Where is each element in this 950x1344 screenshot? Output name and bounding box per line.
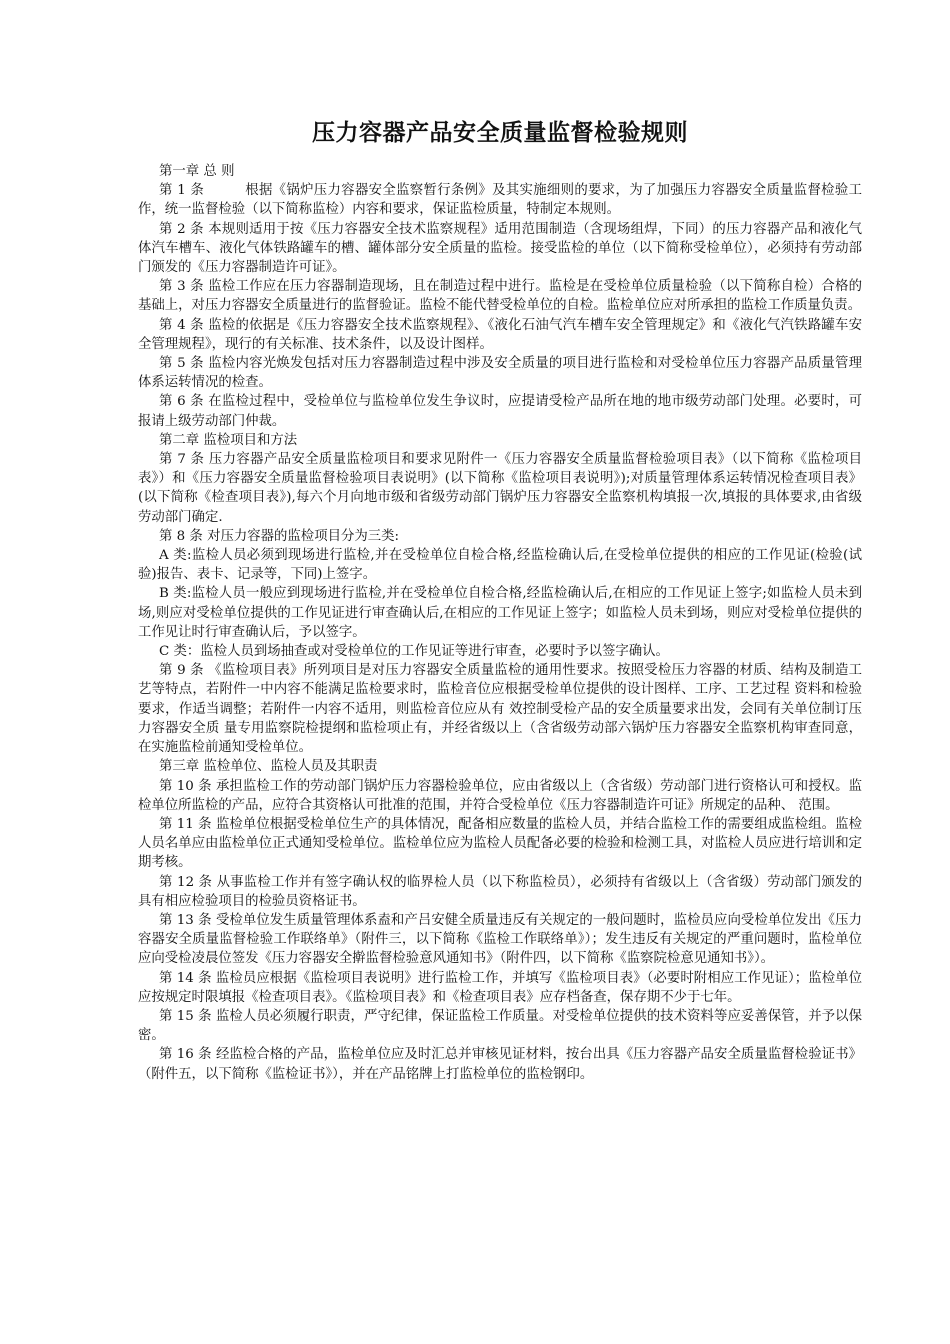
article-paragraph: 第 8 条 对压力容器的监检项目分为三类:	[159, 528, 400, 544]
article-paragraph: 第 4 条 监检的依据是《压力容器安全技术监察规程》、《液化石油气汽车槽车安全管理规定》和《液化气汽铁路罐车安全管理规程》，现行的有关标准、技术条件，以及设计图样。	[138, 317, 862, 352]
article-paragraph: 第 16 条 经监检合格的产品，监检单位应及时汇总并审核见证材料，按台出具《压力容器产品安全质量监督检验证书》（附件五，以下简称《监检证书》），并在产品铭牌上打监检单位的监检钢印。	[138, 1047, 862, 1082]
document-page	[138, 118, 862, 1084]
article-paragraph: 第 13 条 受检单位发生质量管理体系盍和产吕安健全质量违反有关规定的一般问题时，监检员应向受检单位发出《压力容器安全质量监督检验工作联络单》（附件三，以下简称《监检工作联络单》）；发生违反有关规定的严重问题时，监检单位应向受检凌晨位签发《压力容器安全擀监督检验意风通知书》（附件四，以下简称《监察院检意见通知书》）。	[138, 912, 862, 967]
article-paragraph: 第 7 条 压力容器产品安全质量监检项目和要求见附件一《压力容器安全质量监督检验项目表》（以下简称《监检项目表》）和《压力容器安全质量监督检验项目表说明》(以下简称《监检项目表说明》);对质量管理体系运转情况检查项目表》(以下简称《检查项目表》),每六个月向地市级和省级劳动部门锅炉压力容器安全监察机构填报一次,填报的具体要求,由省级劳动部门确定.	[138, 452, 862, 525]
article-paragraph: 第 1 条 根据《锅炉压力容器安全监察暂行条例》及其实施细则的要求，为了加强压力容器安全质量监督检验工作，统一监督检验（以下简称监检）内容和要求，保证监检质量，特制定本规则。	[138, 183, 862, 218]
chapter-heading: 第三章 监检单位、监检人员及其职责	[159, 759, 378, 775]
chapter-heading: 第二章 监检项目和方法	[159, 432, 298, 448]
article-paragraph: 第 5 条 监检内容光焕发包括对压力容器制造过程中涉及安全质量的项目进行监检和对受检单位压力容器产品质量管理体系运转情况的检查。	[138, 356, 862, 391]
article-paragraph: B 类:监检人员一般应到现场进行监检,并在受检单位自检合格,经监检确认后,在相应的工作见证上签字;如监检人员未到场,则应对受检单位提供的工作见证进行审查确认后,在相应的工作见证上签字；如监检人员未到场，则应对受检单位提供的工作见让时行审查确认后，予以签字。	[138, 586, 862, 640]
article-paragraph: 第 11 条 监检单位根据受检单位生产的具体情况，配备相应数量的监检人员，并结合监检工作的需要组成监检组。监检人员名单应由监检单位正式通知受检单位。监检单位应为监检人员配备必要的检验和检测工具，对监检人员应进行培训和定期考核。	[138, 816, 862, 871]
article-paragraph: 第 14 条 监检员应根据《监检项目表说明》进行监检工作，并填写《监检项目表》（必要时附相应工作见证）；监检单位应按规定时限填报《检查项目表》。《监检项目表》和《检查项目表》应存档备查，保存期不少于七年。	[138, 970, 862, 1005]
article-paragraph: 第 9 条 《监检项目表》所列项目是对压力容器安全质量监检的通用性要求。按照受检压力容器的材质、结构及制造工艺等特点，若附件一中内容不能满足监检要求时，监检音位应根据受检单位提供的设计图样、工序、工艺过程 资料和检验要求，作适当调整；若附件一内容不适用，则监检音位应从有 效控制受检产品的安全质量要求出发，会同有关单位制订压力容器安全质 量专用监察院检提纲和监检项止有，并经省级以上（含省级劳动部六锅炉压力容器安全监察机构审查同意，在实施监检前通知受检单位。	[138, 663, 862, 756]
article-paragraph: 第 3 条 监检工作应在压力容器制造现场，且在制造过程中进行。监检是在受检单位质量检验（以下简称自检）合格的基础上，对压力容器安全质量进行的监督验证。监检不能代替受检单位的自检。监检单位应对所承担的监检工作质量负责。	[138, 279, 862, 314]
article-paragraph: 第 2 条 本规则适用于按《压力容器安全技术监察规程》适用范围制造（含现场组焊，下同）的压力容器产品和液化气体汽车槽车、液化气体铁路罐车的槽、罐体部分安全质量的监检。接受监检的单位（以下简称受检单位），必须持有劳动部门颁发的《压力容器制造许可证》。	[138, 221, 862, 276]
article-paragraph: 第 10 条 承担监检工作的劳动部门锅炉压力容器检验单位，应由省级以上（含省级）劳动部门进行资格认可和授权。监检单位所监检的产品，应符合其资格认可批准的范围，并符合受检单位《压力容器制造许可证》所规定的品种、 范围。	[138, 778, 862, 813]
article-paragraph: 第 12 条 从事监检工作并有签字确认权的临界检人员（以下称监检员），必须持有省级以上（含省级）劳动部门颁发的具有相应检验项目的检验员资格证书。	[138, 874, 862, 909]
document-title: 压力容器产品安全质量监督检验规则	[312, 120, 688, 146]
chapter-heading: 第一章 总 则	[159, 164, 235, 179]
document-body	[138, 162, 862, 1084]
article-paragraph: 第 15 条 监检人员必须履行职责，严守纪律，保证监检工作质量。对受检单位提供的技术资料等应妥善保管，并予以保密。	[138, 1008, 862, 1044]
article-paragraph: C 类：监检人员到场抽查或对受检单位的工作见证等进行审查，必要时予以签字确认。	[159, 644, 669, 660]
article-paragraph: A 类:监检人员必须到现场进行监检,并在受检单位自检合格,经监检确认后,在受检单位提供的相应的工作见证(检验(试验)报告、表卡、记录等，下同)上签字。	[138, 548, 862, 583]
article-paragraph: 第 6 条 在监检过程中，受检单位与监检单位发生争议时，应提请受检产品所在地的地市级劳动部门处理。必要时，可报请上级劳动部门仲裁。	[138, 394, 862, 429]
